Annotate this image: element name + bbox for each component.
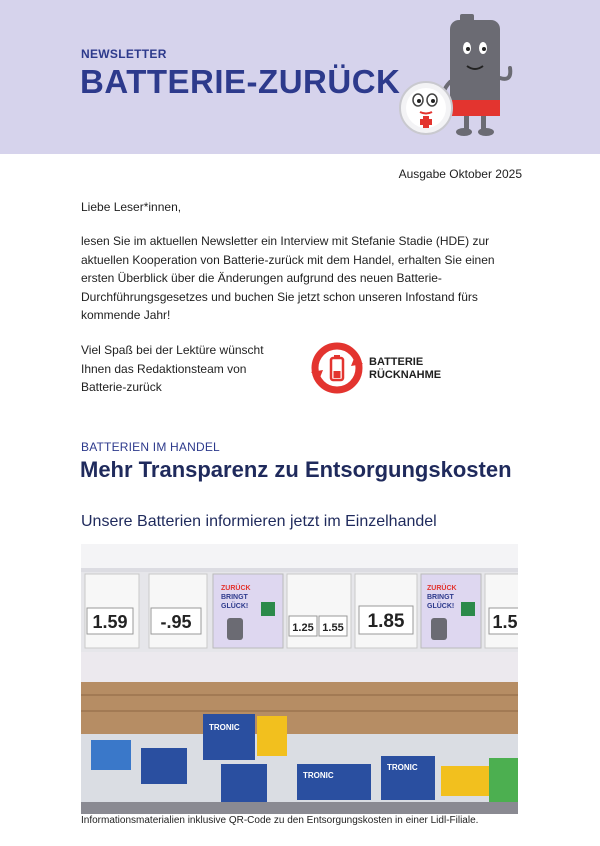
brand-label: TRONIC bbox=[209, 723, 240, 732]
greeting: Liebe Leser*innen, bbox=[81, 200, 182, 214]
store-shelf-photo bbox=[81, 544, 518, 814]
price-label: 1.55 bbox=[322, 622, 344, 634]
price-label: 1.5 bbox=[492, 612, 518, 632]
logo-text-line2: RÜCKNAHME bbox=[369, 368, 442, 381]
issue-date: Ausgabe Oktober 2025 bbox=[398, 167, 522, 181]
svg-text:ZURÜCK: ZURÜCK bbox=[221, 585, 251, 592]
price-label: 1.59 bbox=[92, 612, 128, 632]
article-subhead: Unsere Batterien informieren jetzt im Einzelhandel bbox=[81, 513, 437, 530]
price-label: 1.85 bbox=[367, 611, 405, 632]
intro-paragraph: lesen Sie im aktuellen Newsletter ein Interview mit Stefanie Stadie (HDE) zur aktuellen Kooperation von Batterie-zurück mit dem Handel, erhalten Sie einen ersten Überblick über die Änderungen aufgrund des neuen Batterie-Durchführungsgesetzes und buchen Sie jetzt schon unseren Infostand fürs kommende Jahr! bbox=[81, 234, 495, 322]
price-tag bbox=[355, 574, 417, 648]
section-tag: BATTERIEN IM HANDEL bbox=[81, 440, 220, 454]
price-label: 1.25 bbox=[292, 622, 314, 634]
battery-mascot-illustration bbox=[398, 12, 522, 140]
logo-text-line1: BATTERIE bbox=[369, 356, 424, 368]
batterie-ruecknahme-logo bbox=[311, 342, 461, 394]
svg-text:BRINGT: BRINGT bbox=[427, 594, 454, 601]
newsletter-header bbox=[0, 0, 600, 154]
brand-label: TRONIC bbox=[387, 763, 418, 772]
recycle-battery-icon bbox=[311, 342, 363, 394]
info-poster bbox=[421, 574, 481, 648]
newsletter-title: BATTERIE-ZURÜCK bbox=[80, 63, 401, 100]
price-tag bbox=[287, 574, 351, 648]
svg-text:ZURÜCK: ZURÜCK bbox=[427, 585, 457, 592]
brand-label: TRONIC bbox=[303, 771, 334, 780]
svg-text:GLÜCK!: GLÜCK! bbox=[221, 603, 249, 610]
price-tag bbox=[85, 574, 139, 648]
photo-caption: Informationsmaterialien inklusive QR-Code zu den Entsorgungskosten in einer Lidl-Filiale. bbox=[81, 815, 479, 826]
svg-text:GLÜCK!: GLÜCK! bbox=[427, 603, 455, 610]
price-label: -.95 bbox=[160, 612, 192, 632]
info-poster bbox=[213, 574, 283, 648]
svg-text:BRINGT: BRINGT bbox=[221, 594, 248, 601]
newsletter-label: NEWSLETTER bbox=[81, 47, 167, 61]
signoff: Viel Spaß bei der Lektüre wünscht Ihnen das Redaktionsteam von Batterie-zurück bbox=[81, 343, 264, 394]
price-tag bbox=[485, 574, 518, 648]
price-tag bbox=[149, 574, 207, 648]
article-headline: Mehr Transparenz zu Entsorgungskosten bbox=[80, 457, 512, 482]
